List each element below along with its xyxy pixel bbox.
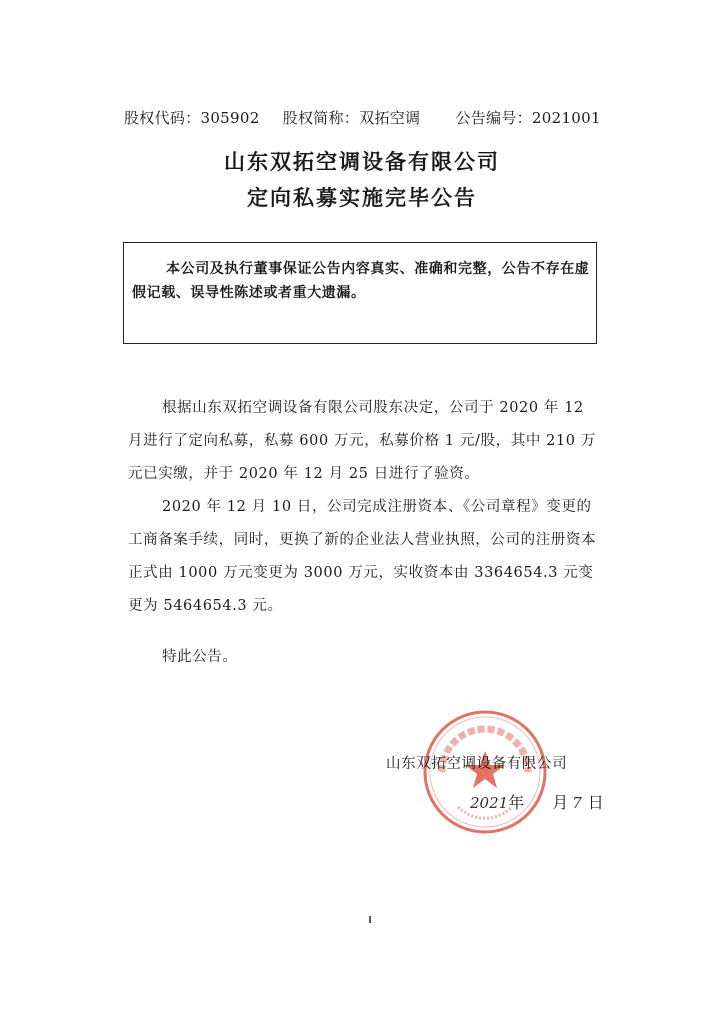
notice-number: 公告编号：2021001 [455, 109, 601, 127]
stock-code: 股权代码：305902 [124, 109, 260, 127]
stock-abbreviation: 股权简称：双拓空调 [282, 109, 421, 127]
body-paragraph-2: 2020 年 12 月 10 日，公司完成注册资本、《公司章程》变更的工商备案手续，同时，更换了新的企业法人营业执照，公司的注册资本正式由 1000 万元变更为 3000 万元，实收资本由 3364654.3 元变更为 5464654.3 元。 [128, 499, 597, 614]
disclaimer-box [123, 242, 597, 344]
date-month-label: 月 [552, 793, 569, 812]
date-year-label: 年 [508, 793, 525, 812]
signature-company: 山东双拓空调设备有限公司 [386, 756, 568, 772]
header-info-line [124, 107, 601, 128]
body-paragraph-1: 根据山东双拓空调设备有限公司股东决定，公司于 2020 年 12 月进行了定向私募，私募 600 万元，私募价格 1 元/股，其中 210 万元已实缴，并于 2020 年 12 月 25 日进行了验资。 [128, 400, 596, 482]
date-day-handwritten: 7 [572, 794, 582, 812]
date-year-handwritten: 2021 [470, 794, 509, 812]
document-title-company: 山东双拓空调设备有限公司 [224, 150, 500, 174]
disclaimer-text: 本公司及执行董事保证公告内容真实、准确和完整，公告不存在虚假记载、误导性陈述或者重大遗漏。 [132, 261, 590, 301]
document-title-subject: 定向私募实施完毕公告 [247, 186, 477, 210]
date-day-label: 日 [587, 793, 604, 812]
page-tick-mark [369, 916, 371, 923]
body-paragraph-closing: 特此公告。 [162, 649, 238, 665]
signature-date [470, 790, 604, 813]
